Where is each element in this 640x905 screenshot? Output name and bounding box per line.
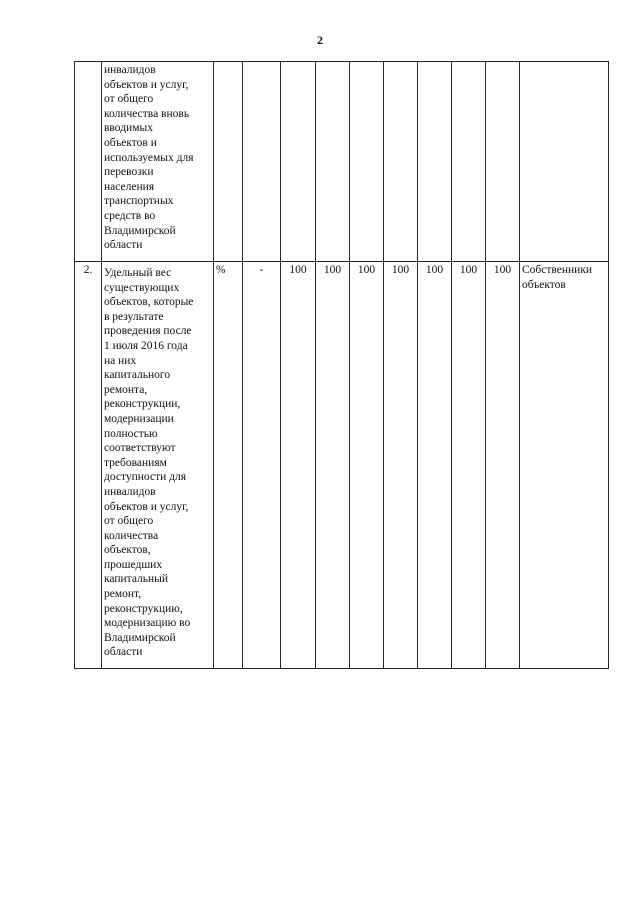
indicators-table bbox=[74, 61, 609, 669]
table-row bbox=[75, 262, 609, 669]
base-value-cell bbox=[243, 62, 281, 262]
value-cell bbox=[418, 62, 452, 262]
row-number: 2. bbox=[75, 262, 102, 669]
value-cell bbox=[384, 62, 418, 262]
unit-cell bbox=[214, 62, 243, 262]
page-number: 2 bbox=[317, 33, 323, 47]
value-cell: 100 bbox=[350, 262, 384, 669]
value-cell: 100 bbox=[418, 262, 452, 669]
value-cell bbox=[281, 62, 316, 262]
value-cell: 100 bbox=[486, 262, 520, 669]
value-cell: 100 bbox=[452, 262, 486, 669]
value-cell: 100 bbox=[384, 262, 418, 669]
indicator-name: Удельный вес существующих объектов, которые в результате проведения после 1 июля 2016 года на них капитального ремонта, реконструкции, модернизации полностью соответствуют требованиям доступности для инвалидов объектов и услуг, от общего количества объектов, прошедших капитальный ремонт, реконструкцию, модернизацию во Владимирской области bbox=[102, 262, 214, 669]
value-cell bbox=[350, 62, 384, 262]
table-row bbox=[75, 62, 609, 262]
value-cell bbox=[452, 62, 486, 262]
row-number bbox=[75, 62, 102, 262]
responsible-cell bbox=[520, 62, 609, 262]
value-cell bbox=[316, 62, 350, 262]
value-cell bbox=[486, 62, 520, 262]
value-cell: 100 bbox=[316, 262, 350, 669]
responsible-cell: Собственники объектов bbox=[520, 262, 609, 669]
value-cell: 100 bbox=[281, 262, 316, 669]
indicator-name: инвалидов объектов и услуг, от общего количества вновь вводимых объектов и используемых для перевозки населения транспортных средств во Владимирской области bbox=[102, 62, 214, 262]
unit-cell: % bbox=[214, 262, 243, 669]
base-value-cell: - bbox=[243, 262, 281, 669]
